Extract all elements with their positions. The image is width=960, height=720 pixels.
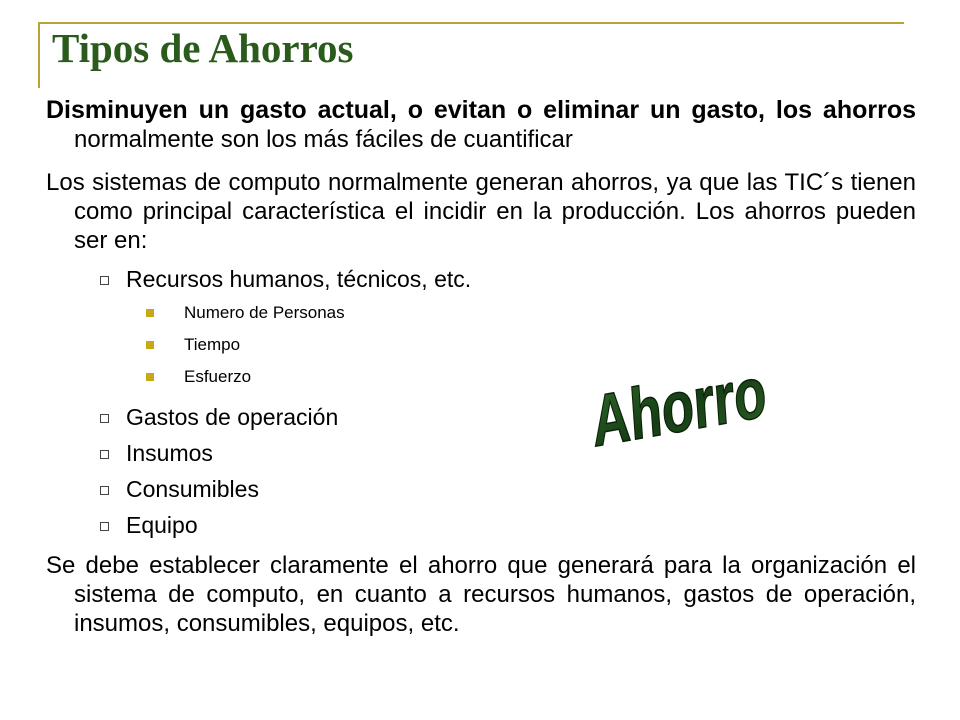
square-bullet-icon: [100, 450, 109, 459]
sub-item-esfuerzo: [184, 361, 916, 393]
slide-title: Tipos de Ahorros: [52, 25, 354, 71]
yellow-square-bullet-icon: [146, 341, 154, 349]
list-item-insumos: [126, 435, 916, 471]
list-item-label: Gastos de operación: [126, 404, 339, 430]
square-bullet-icon: [100, 522, 109, 531]
paragraph-savings-definition: [46, 96, 916, 154]
sub-item-personas: [184, 297, 916, 329]
paragraph-rest: normalmente son los más fáciles de cuantificar: [74, 126, 573, 153]
sub-list: [126, 297, 916, 393]
sub-item-label: Numero de Personas: [184, 303, 345, 322]
square-bullet-icon: [100, 414, 109, 423]
yellow-square-bullet-icon: [146, 373, 154, 381]
list-item-label: Recursos humanos, técnicos, etc.: [126, 266, 472, 292]
wordart-text: Ahorro: [589, 340, 832, 463]
ahorro-wordart: [589, 330, 832, 463]
list-item-gastos: [126, 399, 916, 435]
title-frame-left-line: [38, 22, 40, 88]
list-item-label: Consumibles: [126, 476, 259, 502]
list-item-label: Equipo: [126, 512, 198, 538]
sub-item-tiempo: [184, 329, 916, 361]
paragraph-systems-savings: Los sistemas de computo normalmente generan ahorros, ya que las TIC´s tienen como principal característica el incidir en la producción. Los ahorros pueden ser en:: [46, 169, 916, 254]
yellow-square-bullet-icon: [146, 309, 154, 317]
square-bullet-icon: [100, 276, 109, 285]
list-item-recursos: [126, 261, 916, 393]
list-item-equipo: [126, 507, 916, 543]
paragraph-conclusion: Se debe establecer claramente el ahorro que generará para la organización el sistema de computo, en cuanto a recursos humanos, gastos de operación, insumos, consumibles, equipos, etc.: [46, 552, 916, 637]
paragraph-bold-lead: Disminuyen un gasto actual, o evitan o eliminar un gasto, los ahorros: [46, 96, 916, 124]
list-item-consumibles: [126, 471, 916, 507]
sub-item-label: Tiempo: [184, 335, 241, 354]
sub-item-label: Esfuerzo: [184, 367, 252, 386]
savings-list: [46, 261, 916, 543]
list-item-label: Insumos: [126, 440, 213, 466]
slide-body: [46, 96, 916, 638]
square-bullet-icon: [100, 486, 109, 495]
